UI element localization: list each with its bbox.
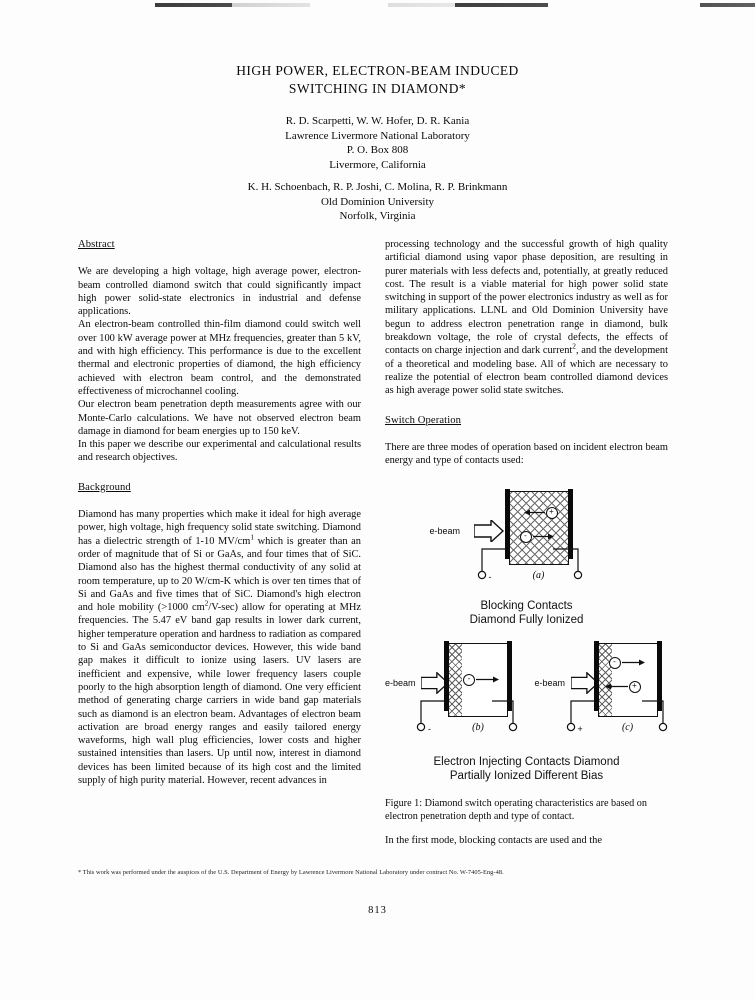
panel-c-charge-plus: + [629, 681, 641, 693]
background-footnote-ref-1: 1 [250, 532, 255, 542]
panel-a-charge-plus: + [546, 507, 558, 519]
figure-panel-bc-row [385, 641, 668, 751]
page-number: 813 [368, 905, 387, 916]
right-column [385, 238, 668, 848]
author-names-1: R. D. Scarpetti, W. W. Hofer, D. R. Kania [285, 115, 470, 127]
switch-operation-heading: Switch Operation [385, 414, 462, 426]
address-1a: P. O. Box 808 [346, 144, 409, 156]
panel-a-terminal-left-sign: - [488, 572, 492, 583]
address-1b: Livermore, California [329, 158, 426, 171]
panel-a-label: (a) [532, 570, 545, 582]
footnote-text: * This work was performed under the auspices of the U.S. Department of Energy by Lawrence Livermore National Laboratory under contract No. W-7405-Eng-48. [78, 869, 504, 876]
panel-a-caption [385, 599, 668, 627]
author-group-llnl [0, 114, 755, 172]
address-2a: Norfolk, Virginia [339, 210, 416, 222]
figure-panel-a-row [385, 481, 668, 591]
panel-c-charge-minus: - [609, 657, 621, 669]
author-group-odu [0, 180, 755, 224]
figure-1-caption: Figure 1: Diamond switch operating characteristics are based on electron penetration depth and type of contact. [385, 798, 647, 823]
panel-bc-caption [385, 755, 668, 783]
background-text-part1: Diamond has many properties which make it ideal for high average power, high voltage, high frequency solid state switching. Diamond has a dielectric strength of 1-10 MV/cm [78, 509, 361, 547]
abstract-paragraph-4: In this paper we describe our experimental and calculational results and research objectives. [78, 439, 361, 464]
background-paragraph [78, 508, 361, 787]
intro-footnote-ref-2: 2 [572, 341, 576, 351]
intro-continuation-paragraph [385, 238, 668, 398]
panel-b-beam-label: e-beam [385, 678, 416, 689]
background-heading: Background [78, 481, 131, 493]
figure-1 [385, 481, 668, 823]
left-column [78, 238, 361, 787]
panel-b-label: (b) [472, 722, 484, 734]
intro-text-part2: , and the development of a theoretical and modeling base. All of which are necessary to realize the potential of electron beam controlled diamond devices as high average power solid state switches. [385, 345, 668, 397]
author-names-2: K. H. Schoenbach, R. P. Joshi, C. Molina, R. P. Brinkmann [247, 181, 508, 193]
background-exponent-2: 2 [204, 598, 209, 608]
panel-c-terminal-left-sign: + [577, 724, 583, 735]
abstract-paragraph-1: We are developing a high voltage, high average power, electron-beam controlled diamond switch that could significantly impact high power solid-state electronics in industrial and defense applications. [78, 266, 361, 318]
scan-artifact-top-right [0, 3, 755, 7]
panel-bc-caption-line-2: Partially Ionized Different Bias [449, 770, 604, 783]
intro-text-part1: processing technology and the successful growth of high quality artificial diamond using vapor phase deposition, are resulting in purer materials with less defects and, potentially, at greatly reduced cost. The result is a viable material for high power solid state switching in support of the power electronics industry as well as for military applications. LLNL and Old Dominion University have begun to address electron penetration range in diamond, bulk breakdown voltage, the role of crystal defects, the effects of contacts on charge injection and dark current [385, 239, 668, 357]
title-line-1: HIGH POWER, ELECTRON-BEAM INDUCED [236, 63, 519, 78]
background-text-part2: which is greater than an order of magnitude that of Si or GaAs, and four times that of SiC. Diamond also has the highest thermal conductivity of any solid at room temperature, up to 20 W/cm-K which is over ten times that of Si and GaAs and five times that of SiC. Diamond's high electron and hole mobility (>1000 cm [78, 535, 361, 614]
panel-b-charge-minus: - [463, 674, 475, 686]
title-line-2: SWITCHING IN DIAMOND* [288, 81, 467, 96]
institution-1: Lawrence Livermore National Laboratory [285, 129, 470, 142]
institution-2: Old Dominion University [320, 195, 435, 208]
panel-b-terminal-left-sign: - [428, 724, 431, 735]
abstract-paragraph-3: Our electron beam penetration depth measurements agree with our Monte-Carlo calculations. We have not observed electron beam damage in diamond for beam energies up to 150 keV. [78, 399, 361, 437]
switch-operation-intro: There are three modes of operation based on incident electron beam energy and type of contacts used: [385, 441, 668, 467]
page-title [0, 62, 755, 98]
panel-a-charge-minus: - [520, 531, 532, 543]
background-text-part3: /V-sec) allow for operating at MHz frequencies. The 5.47 eV band gap results in lower dark current, higher temperature operation and hardness to radiation as compared to Si and GaAs semiconductor devices. However, this wide band gap makes it difficult to ionize using lasers. UV lasers are inefficient and expensive, while lower frequency lasers couple poorly to the high absorption length of diamond. One very efficient method of generating charge carriers in wide band gap materials such as diamond is an electron beam. Advantages of electron beam activation are broad energy ranges and easily tailored energy waveforms, high wall plug efficiencies, lower costs and higher sustained intensities than lasers. Up until now, interest in diamond devices has been limited because of its high cost and the limited supply of high purity material. However, recent advances in [78, 602, 361, 786]
panel-c-beam-label: e-beam [534, 678, 566, 689]
abstract-heading: Abstract [78, 239, 115, 250]
panel-a-circuit-leads [462, 491, 602, 581]
closing-paragraph: In the first mode, blocking contacts are used and the [385, 835, 602, 847]
panel-bc-caption-line-1: Electron Injecting Contacts Diamond [433, 756, 620, 769]
abstract-paragraph-2: An electron-beam controlled thin-film diamond could switch well over 100 kW average power at MHz frequencies, greater than 5 kV, and with high efficiency. This performance is due to the excellent thermal and electronic properties of diamond, the high efficiency achieved with electron beam control, and the demonstrated effectiveness of microchannel cooling. [78, 319, 361, 397]
panel-c-label: (c) [621, 722, 634, 734]
panel-a-beam-label: e-beam [429, 526, 461, 537]
panel-a-caption-line-1: Blocking Contacts [480, 600, 573, 613]
panel-a-caption-line-2: Diamond Fully Ionized [469, 614, 584, 627]
